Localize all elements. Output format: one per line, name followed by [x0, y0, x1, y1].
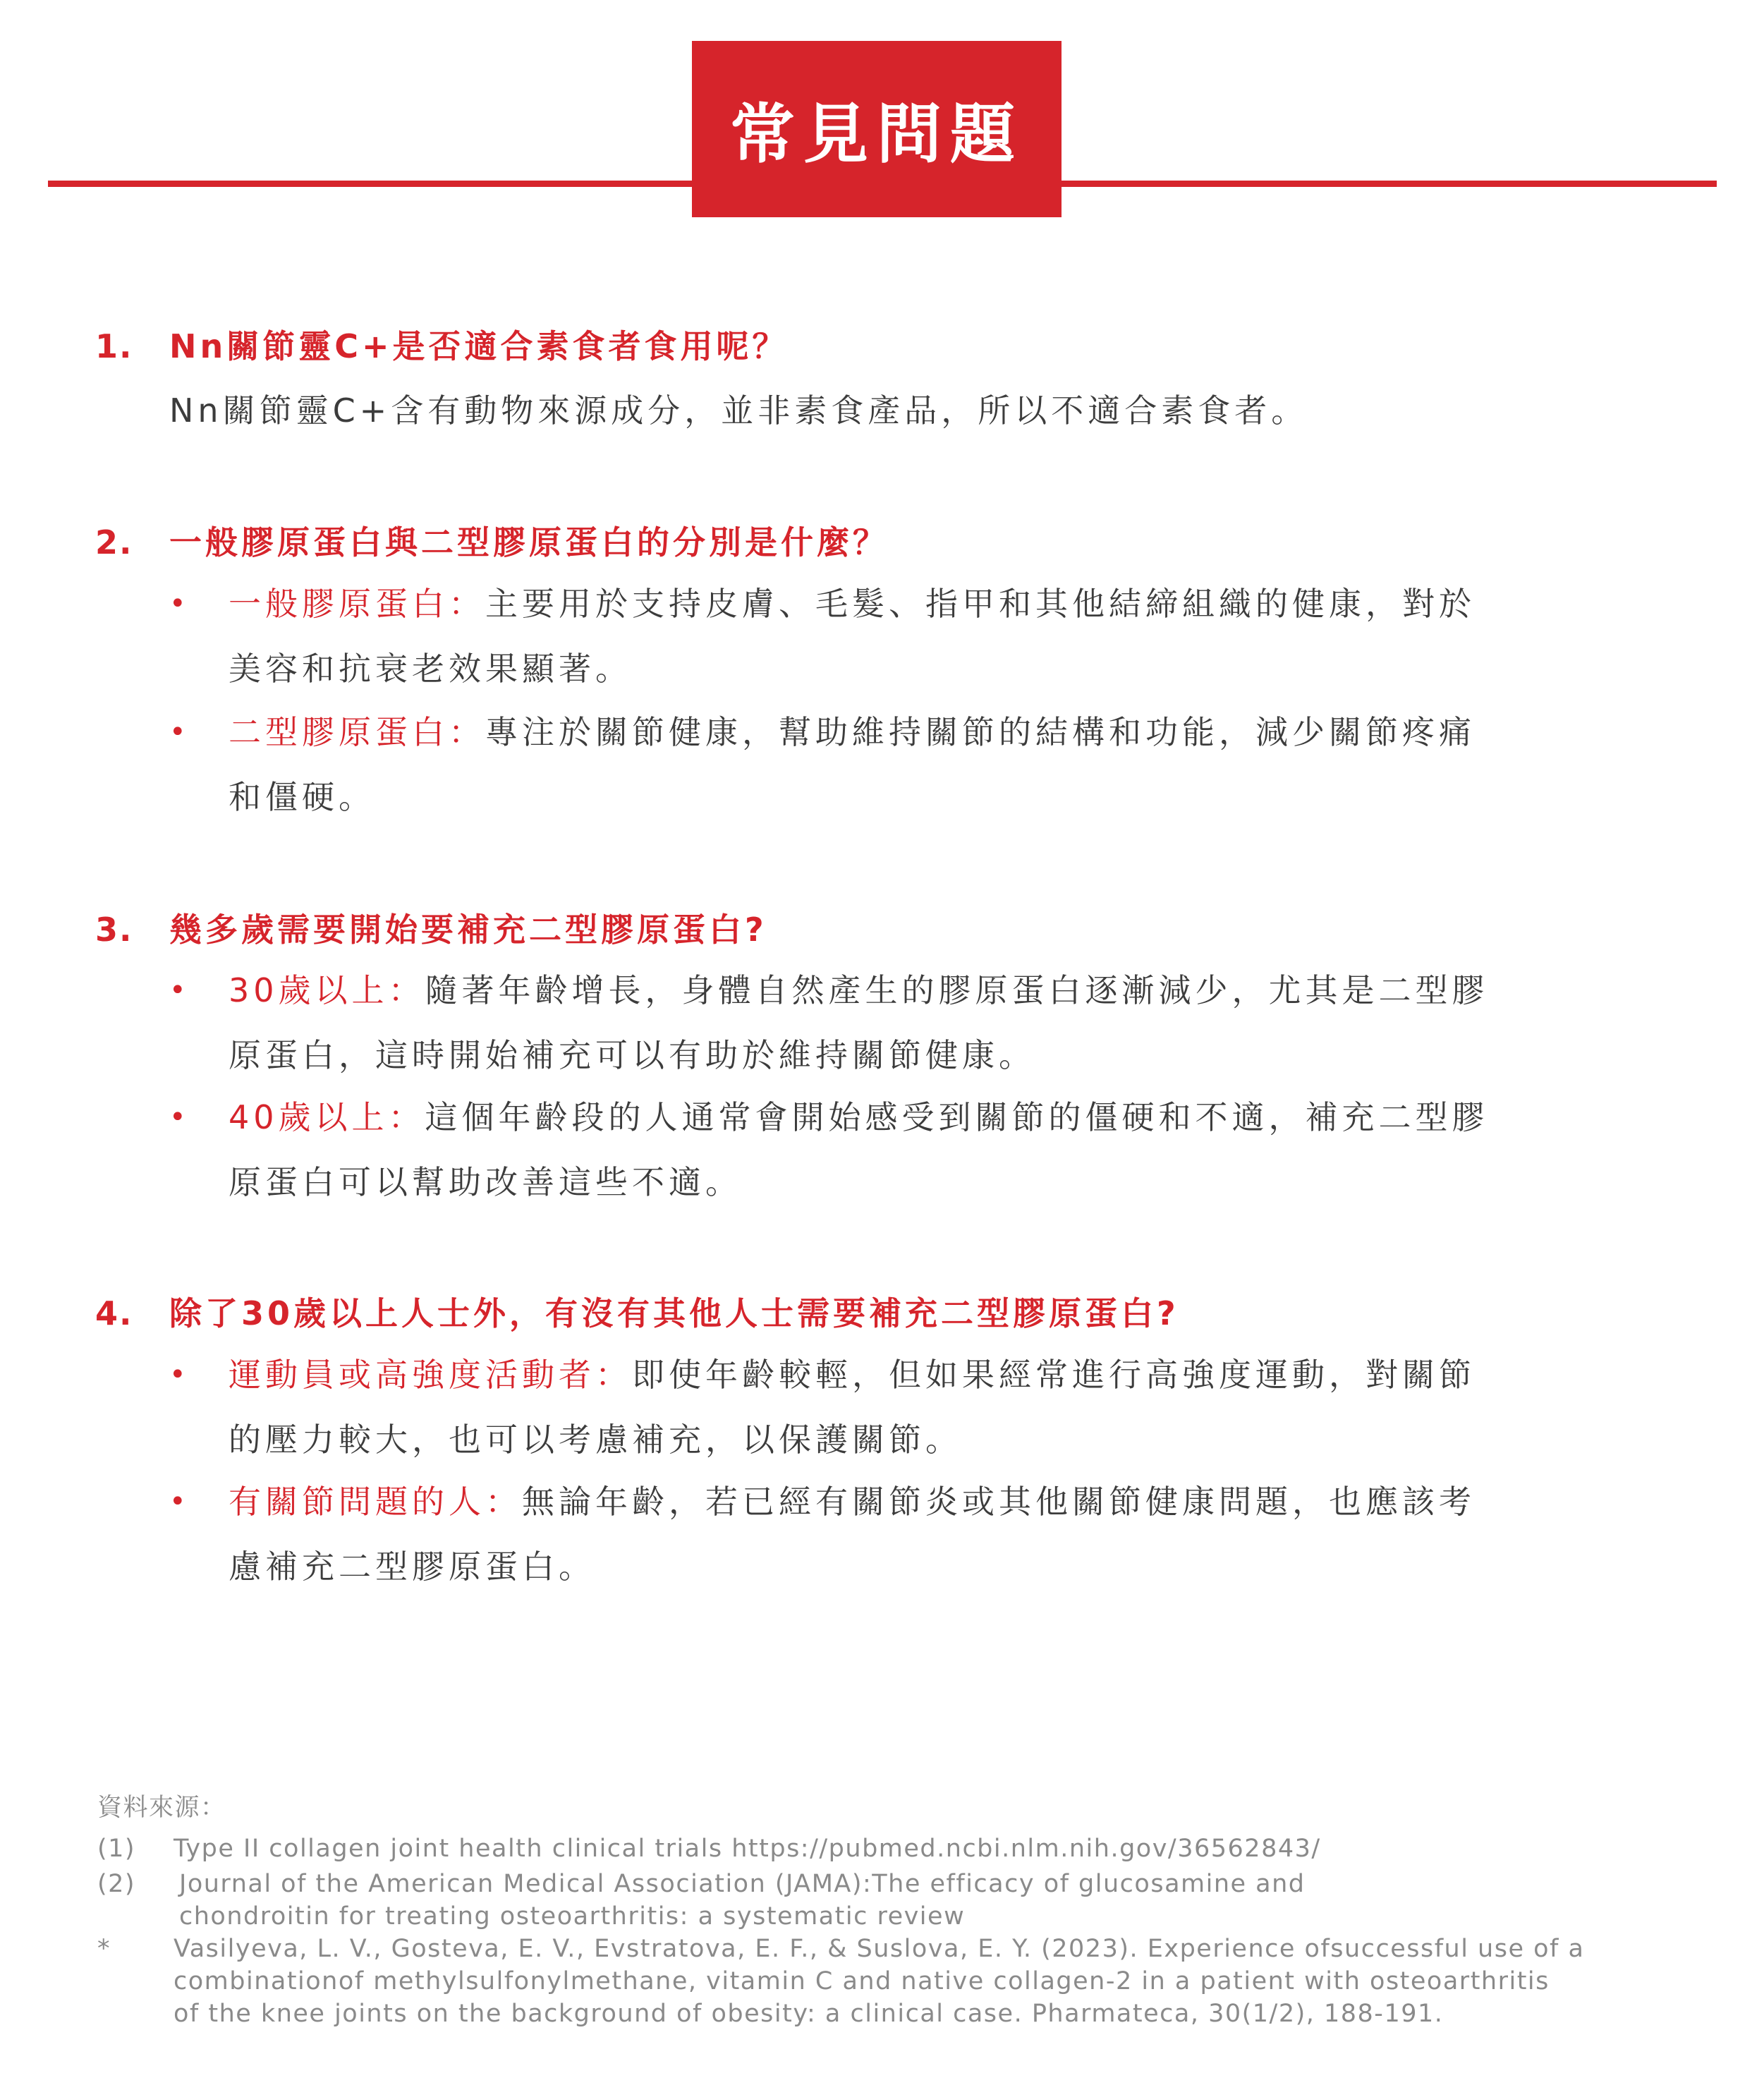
reference-line: Type II collagen joint health clinical trials https://pubmed.ncbi.nlm.nih.gov/36562843/ [174, 1835, 1321, 1863]
item-text-cont: 美容和抗衰老效果顯著。 [229, 650, 632, 688]
question-3 [95, 904, 767, 951]
item-text-cont: 原蛋白可以幫助改善這些不適。 [229, 1163, 742, 1201]
item-label: 一般膠原蛋白： [229, 585, 485, 623]
question-1 [95, 321, 789, 367]
answer-1: Nn關節靈C+含有動物來源成分，並非素食產品，所以不適合素食者。 [169, 391, 1308, 430]
item-label: 二型膠原蛋白： [229, 713, 485, 751]
question-number: 1. [95, 327, 133, 365]
item-text: 這個年齡段的人通常會開始感受到關節的僵硬和不適，補充二型膠 [425, 1098, 1489, 1136]
item-label: 40歲以上： [229, 1098, 425, 1136]
page-title: 常見問題 [692, 41, 1062, 217]
bullet-icon: • [169, 1359, 190, 1391]
question-number: 4. [95, 1294, 133, 1332]
item-label: 有關節問題的人： [229, 1483, 522, 1521]
bullet-icon: • [169, 588, 190, 620]
item-text: 無論年齡，若已經有關節炎或其他關節健康問題，也應該考 [522, 1483, 1476, 1521]
item-text-cont: 的壓力較大，也可以考慮補充，以保護關節。 [229, 1421, 962, 1459]
list-item [169, 571, 1657, 701]
reference-mark: * [97, 1935, 111, 1963]
reference-line: combinationof methylsulfonylmethane, vitamin C and native collagen-2 in a patient with osteoarthritis [174, 1967, 1550, 1995]
bullet-icon: • [169, 1101, 190, 1133]
item-text: 主要用於支持皮膚、毛髮、指甲和其他結締組織的健康，對於 [485, 585, 1476, 623]
reference-mark: (1) [97, 1835, 136, 1863]
question-4 [95, 1288, 1179, 1335]
question-text: 一般膠原蛋白與二型膠原蛋白的分別是什麼？ [169, 523, 889, 561]
references [97, 1792, 1584, 2030]
question-2 [95, 517, 889, 564]
list-item [169, 1085, 1657, 1215]
list-item [169, 700, 1657, 829]
list-item [169, 958, 1657, 1088]
reference-item [97, 1868, 1584, 1933]
reference-line: Journal of the American Medical Association (JAMA):The efficacy of glucosamine and [179, 1870, 1306, 1898]
reference-line: chondroitin for treating osteoarthritis: a systematic review [179, 1902, 966, 1931]
question-text: 除了30歲以上人士外，有沒有其他人士需要補充二型膠原蛋白? [169, 1294, 1179, 1332]
item-label: 30歲以上： [229, 971, 425, 1009]
item-text-cont: 原蛋白，這時開始補充可以有助於維持關節健康。 [229, 1036, 1035, 1074]
bullet-icon: • [169, 1485, 190, 1518]
reference-item [97, 1933, 1584, 2030]
bullet-icon: • [169, 974, 190, 1007]
question-text: 幾多歲需要開始要補充二型膠原蛋白? [169, 911, 767, 949]
question-number: 2. [95, 523, 133, 561]
item-text: 隨著年齡增長，身體自然產生的膠原蛋白逐漸減少，尤其是二型膠 [425, 971, 1489, 1009]
item-label: 運動員或高強度活動者： [229, 1356, 632, 1394]
list-item [169, 1469, 1657, 1599]
item-text-cont: 和僵硬。 [229, 778, 375, 816]
reference-line: of the knee joints on the background of obesity: a clinical case. Pharmateca, 30(1/2), 188-191. [174, 2000, 1444, 2028]
question-text: Nn關節靈C+是否適合素食者食用呢？ [169, 327, 789, 365]
references-heading: 資料來源： [97, 1794, 226, 1822]
item-text: 即使年齡較輕，但如果經常進行高強度運動，對關節 [632, 1356, 1476, 1394]
item-text: 專注於關節健康，幫助維持關節的結構和功能，減少關節疼痛 [485, 713, 1476, 751]
reference-mark: (2) [97, 1870, 136, 1898]
reference-line: Vasilyeva, L. V., Gosteva, E. V., Evstratova, E. F., & Suslova, E. Y. (2023). Experience ofsuccessful use of a [174, 1935, 1585, 1963]
item-text-cont: 慮補充二型膠原蛋白。 [229, 1548, 595, 1586]
bullet-icon: • [169, 716, 190, 748]
reference-item [97, 1832, 1584, 1865]
question-number: 3. [95, 911, 133, 949]
list-item [169, 1342, 1657, 1472]
